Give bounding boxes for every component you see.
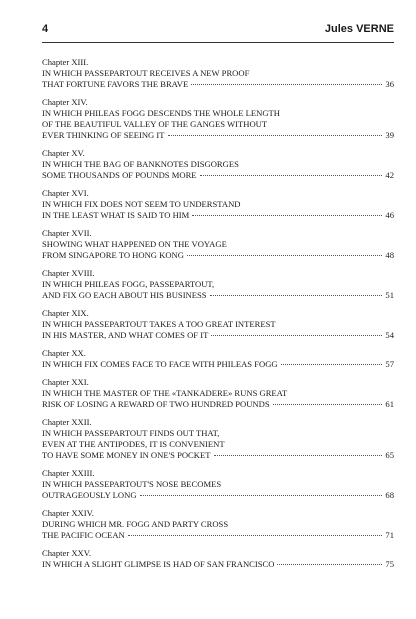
dot-leader [214,455,383,456]
dot-leader [200,175,383,176]
chapter-label: Chapter XXIV. [42,508,94,519]
toc-entry[interactable] [42,417,394,461]
toc-entry[interactable] [42,468,394,501]
toc-entry[interactable] [42,508,394,541]
chapter-title-line: RISK OF LOSING A REWARD OF TWO HUNDRED POUNDS [42,398,270,409]
chapter-title-line: IN WHICH A SLIGHT GLIMPSE IS HAD OF SAN FRANCISCO [42,559,275,569]
dot-leader [187,255,382,256]
chapter-title-line: IN WHICH PASSEPARTOUT RECEIVES A NEW PROOF [42,67,250,78]
dot-leader [281,364,383,365]
chapter-title-last-line [42,130,394,141]
chapter-title-last-line [42,399,394,410]
page-reference[interactable]: 75 [385,559,394,569]
chapter-title-last-line [42,559,394,570]
toc-entry[interactable] [42,228,394,261]
chapter-title-last-line [42,250,394,261]
dot-leader [211,335,382,336]
toc-entry[interactable] [42,188,394,221]
page-reference[interactable]: 68 [385,489,394,500]
chapter-title-line: IN WHICH THE BAG OF BANKNOTES DISGORGES [42,158,239,169]
chapter-title-line: AND FIX GO EACH ABOUT HIS BUSINESS [42,289,207,300]
chapter-title-line: THAT FORTUNE FAVORS THE BRAVE [42,78,189,89]
toc-entry[interactable] [42,97,394,141]
chapter-title-line: EVER THINKING OF SEEING IT [42,129,165,140]
dot-leader [192,215,382,216]
chapter-title-line: THE PACIFIC OCEAN [42,529,125,540]
page-reference[interactable]: 61 [385,398,394,409]
page-reference[interactable]: 46 [385,209,394,220]
chapter-title-line: SOME THOUSANDS OF POUNDS MORE [42,169,197,180]
dot-leader [273,404,383,405]
page-reference[interactable]: 42 [385,169,394,180]
dot-leader [128,535,383,536]
chapter-title-line: IN WHICH PASSEPARTOUT FINDS OUT THAT, [42,428,220,439]
chapter-title-line: OUTRAGEOUSLY LONG [42,489,137,500]
page-reference[interactable]: 36 [385,78,394,89]
dot-leader [140,495,383,496]
running-head: Jules VERNE [324,23,394,35]
dot-leader [168,135,383,136]
chapter-title-line: IN WHICH THE MASTER OF THE «TANKADERE» RUNS GREAT [42,388,288,399]
chapter-title-line: IN WHICH PASSEPARTOUT'S NOSE BECOMES [42,478,222,489]
chapter-title-last-line [42,290,394,301]
chapter-label: Chapter XXIII. [42,468,95,479]
dot-leader [191,84,382,85]
toc-entry[interactable] [42,268,394,301]
chapter-title-last-line [42,79,394,90]
chapter-title-line: IN WHICH FIX COMES FACE TO FACE WITH PHILEAS FOGG [42,358,278,369]
chapter-label: Chapter XIV. [42,97,88,108]
chapter-title-line: IN WHICH PHILEAS FOGG, PASSEPARTOUT, [42,278,215,289]
page-header [42,18,394,43]
chapter-label: Chapter XVI. [42,187,89,198]
chapter-label: Chapter XXI. [42,377,89,388]
chapter-title-last-line [42,210,394,221]
page-reference[interactable]: 51 [385,289,394,300]
page-number: 4 [42,23,49,35]
chapter-label: Chapter XVIII. [42,267,95,278]
toc-entry[interactable] [42,308,394,341]
toc-entry[interactable] [42,148,394,181]
chapter-title-line: IN WHICH PHILEAS FOGG DESCENDS THE WHOLE LENGTH [42,107,280,118]
chapter-title-line: DURING WHICH MR. FOGG AND PARTY CROSS [42,518,229,529]
chapter-title-last-line [42,490,394,501]
page-reference[interactable]: 54 [385,329,394,340]
page-reference[interactable]: 48 [385,249,394,260]
chapter-title-line: IN THE LEAST WHAT IS SAID TO HIM [42,209,190,220]
toc-entry[interactable] [42,348,394,370]
chapter-title-line: IN HIS MASTER, AND WHAT COMES OF IT [42,329,209,340]
chapter-title-line: EVEN AT THE ANTIPODES, IT IS CONVENIENT [42,438,225,449]
chapter-title-line: IN WHICH PASSEPARTOUT TAKES A TOO GREAT INTEREST [42,318,276,329]
page-reference[interactable]: 71 [385,529,394,540]
chapter-title-last-line [42,530,394,541]
chapter-title-line: OF THE BEAUTIFUL VALLEY OF THE GANGES WITHOUT [42,118,268,129]
chapter-title-line: TO HAVE SOME MONEY IN ONE'S POCKET [42,449,211,460]
chapter-label: Chapter XXII. [42,417,92,428]
toc-entry[interactable] [42,548,394,570]
dot-leader [210,295,383,296]
chapter-label: Chapter XX. [42,348,86,359]
chapter-title-line: FROM SINGAPORE TO HONG KONG [42,249,184,260]
chapter-label: Chapter XXV. [42,548,92,559]
chapter-title-last-line [42,450,394,461]
chapter-title-last-line [42,170,394,181]
chapter-title-last-line [42,359,394,370]
chapter-title-line: SHOWING WHAT HAPPENED ON THE VOYAGE [42,238,227,249]
chapter-title-last-line [42,330,394,341]
chapter-title-line: IN WHICH FIX DOES NOT SEEM TO UNDERSTAND [42,198,241,209]
dot-leader [277,564,382,565]
toc-entry[interactable] [42,377,394,410]
table-of-contents [42,57,394,577]
toc-entry[interactable] [42,57,394,90]
page-reference[interactable]: 57 [385,358,394,369]
page-reference[interactable]: 65 [385,449,394,460]
chapter-label: Chapter XV. [42,147,85,158]
chapter-label: Chapter XIX. [42,308,89,318]
chapter-label: Chapter XIII. [42,57,89,67]
chapter-label: Chapter XVII. [42,227,92,238]
page-reference[interactable]: 39 [385,129,394,140]
